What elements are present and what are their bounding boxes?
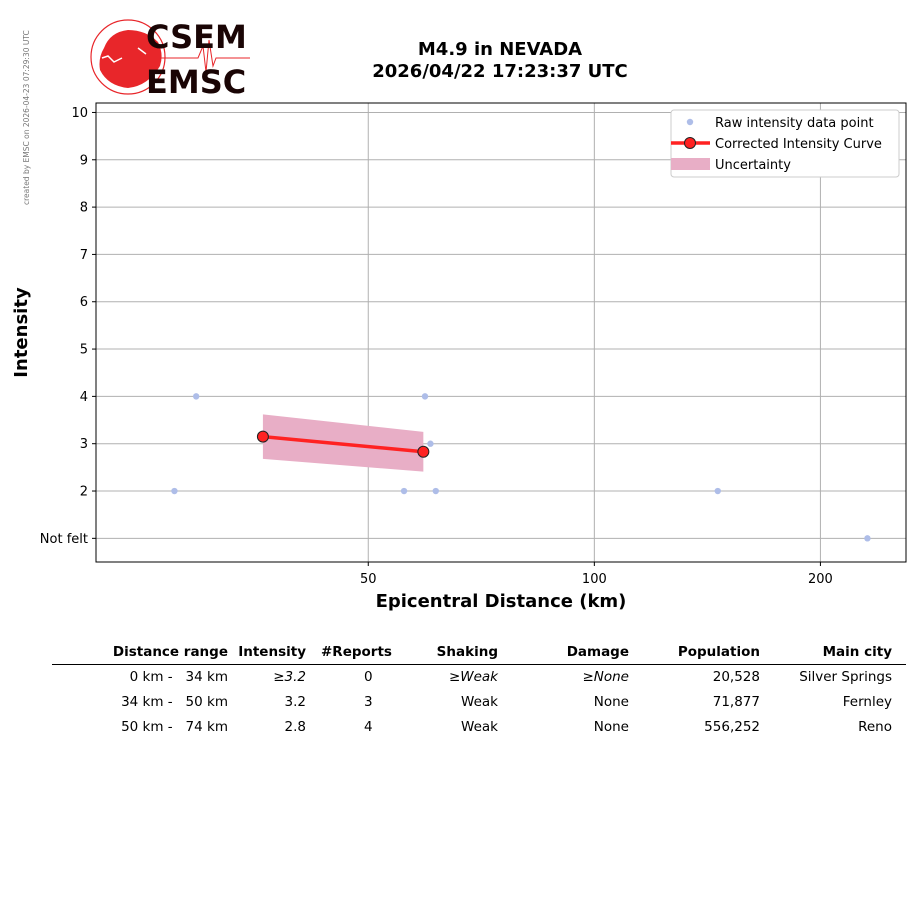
header-intensity: Intensity bbox=[238, 644, 306, 660]
curve-point bbox=[257, 431, 268, 442]
raw-data-point bbox=[193, 393, 199, 399]
y-tick-label: 6 bbox=[79, 295, 88, 311]
cell-intensity: 2.8 bbox=[284, 719, 306, 735]
x-tick-label: 200 bbox=[808, 572, 833, 587]
x-tick-label: 100 bbox=[581, 572, 607, 587]
cell-reports: 0 bbox=[364, 669, 373, 685]
cell-intensity: 3.2 bbox=[284, 694, 306, 710]
y-tick-label: 9 bbox=[79, 153, 88, 169]
cell-range: 0 km - 34 km bbox=[129, 669, 228, 685]
y-tick-label: 8 bbox=[79, 200, 88, 216]
header-reports: #Reports bbox=[321, 644, 392, 660]
cell-shaking: ≥Weak bbox=[448, 669, 498, 685]
cell-intensity: ≥3.2 bbox=[273, 669, 306, 685]
cell-reports: 4 bbox=[364, 719, 373, 735]
logo-bottom-text: EMSC bbox=[146, 63, 247, 98]
y-tick-label: 3 bbox=[79, 437, 88, 453]
cell-city: Fernley bbox=[842, 694, 892, 710]
x-tick-label: 50 bbox=[359, 572, 377, 587]
credit-text: created by EMSC on 2026-04-23 07:29:30 UTC bbox=[22, 30, 31, 205]
curve-point bbox=[418, 446, 429, 457]
x-axis-label: Epicentral Distance (km) bbox=[375, 591, 627, 612]
cell-damage: ≥None bbox=[582, 669, 629, 685]
cell-population: 556,252 bbox=[704, 719, 760, 735]
cell-range: 34 km - 50 km bbox=[121, 694, 228, 710]
y-tick-label: Not felt bbox=[39, 531, 88, 547]
raw-data-point bbox=[422, 393, 428, 399]
cell-range: 50 km - 74 km bbox=[121, 719, 228, 735]
cell-shaking: Weak bbox=[461, 719, 498, 735]
table-row bbox=[52, 665, 906, 690]
header-damage: Damage bbox=[566, 644, 629, 660]
raw-data-point bbox=[433, 488, 439, 494]
table-header bbox=[52, 640, 906, 665]
cell-damage: None bbox=[593, 719, 629, 735]
raw-data-point bbox=[715, 488, 721, 494]
legend-entry: Uncertainty bbox=[715, 158, 791, 173]
chart-subtitle: 2026/04/22 17:23:37 UTC bbox=[372, 61, 628, 82]
cell-shaking: Weak bbox=[461, 694, 498, 710]
header-distance-range: Distance range bbox=[112, 644, 228, 660]
raw-data-point bbox=[427, 441, 433, 447]
cell-population: 71,877 bbox=[712, 694, 760, 710]
cell-population: 20,528 bbox=[712, 669, 760, 685]
y-tick-label: 4 bbox=[79, 389, 88, 405]
cell-city: Silver Springs bbox=[799, 669, 892, 685]
table-row bbox=[52, 690, 906, 715]
raw-data-point bbox=[171, 488, 177, 494]
y-tick-label: 10 bbox=[71, 105, 88, 121]
header-shaking: Shaking bbox=[436, 644, 498, 660]
header-population: Population bbox=[677, 644, 760, 660]
raw-data-point bbox=[864, 535, 870, 541]
legend-entry: Corrected Intensity Curve bbox=[715, 137, 882, 152]
legend-entry: Raw intensity data point bbox=[715, 116, 874, 131]
cell-city: Reno bbox=[858, 719, 892, 735]
legend-curve-marker bbox=[685, 138, 696, 149]
y-tick-label: 5 bbox=[79, 342, 88, 358]
y-axis-label: Intensity bbox=[11, 287, 32, 378]
summary-table bbox=[52, 640, 906, 740]
chart-title: M4.9 in NEVADA bbox=[417, 39, 583, 60]
cell-damage: None bbox=[593, 694, 629, 710]
header-main-city: Main city bbox=[822, 644, 892, 660]
cell-reports: 3 bbox=[364, 694, 373, 710]
raw-data-point bbox=[401, 488, 407, 494]
y-tick-label: 2 bbox=[79, 484, 88, 500]
legend-uncertainty-swatch bbox=[671, 158, 710, 170]
table-row bbox=[52, 715, 906, 740]
logo-top-text: CSEM bbox=[146, 18, 247, 56]
legend-raw-marker bbox=[687, 119, 693, 125]
y-tick-label: 7 bbox=[79, 247, 88, 263]
